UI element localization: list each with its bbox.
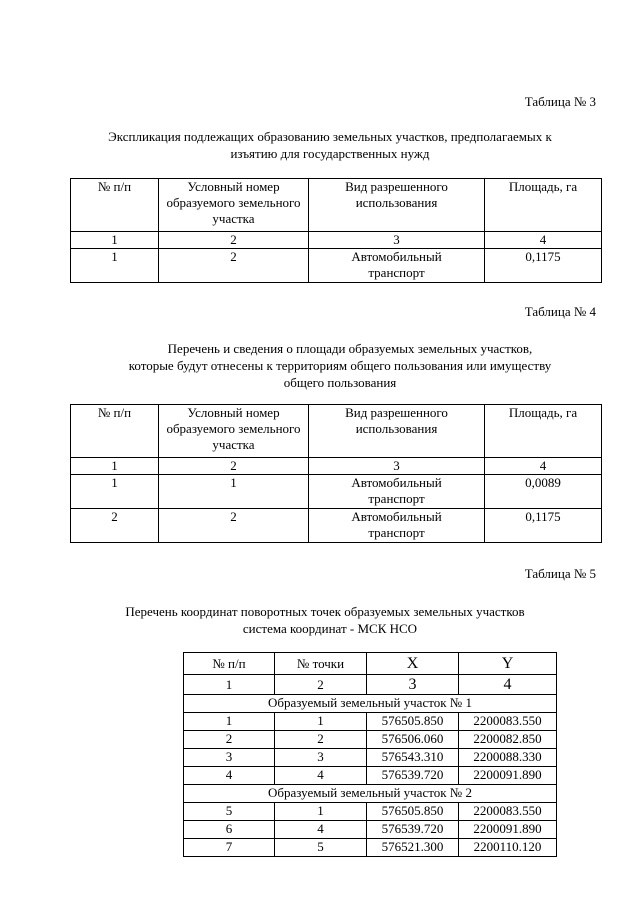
- table4-cell: 2: [71, 509, 159, 543]
- table5-label: Таблица № 5: [524, 566, 596, 581]
- table-row: [184, 821, 557, 839]
- table5-cell: 2200083.550: [459, 713, 557, 731]
- table5-cell: 2200110.120: [459, 839, 557, 857]
- table5-cell: 2200091.890: [459, 767, 557, 785]
- table5-cell: 2: [184, 731, 275, 749]
- table5-cell: 3: [184, 749, 275, 767]
- table3-numbering-cell: 4: [485, 232, 602, 249]
- table4-title: [60, 340, 620, 391]
- table5-title-line2: система координат - МСК НСО: [242, 621, 418, 636]
- table3-title: [40, 128, 620, 162]
- table5-cell: 2200088.330: [459, 749, 557, 767]
- table4-header-area: Площадь, га: [485, 405, 602, 458]
- table5-numbering-cell: 1: [184, 675, 275, 695]
- table4: [70, 404, 602, 543]
- table-row: [71, 475, 602, 509]
- table5-cell: 576505.850: [367, 713, 459, 731]
- table4-header-num: № п/п: [71, 405, 159, 458]
- table3-header-area: Площадь, га: [485, 179, 602, 232]
- table-row: [184, 839, 557, 857]
- table4-cell: 0,1175: [485, 509, 602, 543]
- table-row: [184, 767, 557, 785]
- table5-cell: 5: [275, 839, 367, 857]
- table5-numbering-cell: 4: [459, 675, 557, 695]
- table4-cell: 0,0089: [485, 475, 602, 509]
- table5-header-num: № п/п: [184, 653, 275, 675]
- table4-cell: 1: [159, 475, 309, 509]
- table3-cell: Автомобильный транспорт: [309, 249, 485, 283]
- table5-cell: 2200082.850: [459, 731, 557, 749]
- table5-cell: 4: [275, 767, 367, 785]
- table4-title-line1: Перечень и сведения о площади образуемых земельных участков,: [167, 341, 533, 356]
- table5-cell: 6: [184, 821, 275, 839]
- table4-cell: Автомобильный транспорт: [309, 475, 485, 509]
- table5-cell: 1: [275, 713, 367, 731]
- table3-title-line1: Экспликация подлежащих образованию земельных участков, предполагаемых к: [108, 129, 552, 144]
- table5-title-line1: Перечень координат поворотных точек образуемых земельных участков: [125, 604, 525, 619]
- table5-cell: 576539.720: [367, 821, 459, 839]
- table3-header-use: Вид разрешенного использования: [309, 179, 485, 232]
- table5-cell: 1: [184, 713, 275, 731]
- table5-cell: 7: [184, 839, 275, 857]
- table5-cell: 5: [184, 803, 275, 821]
- table-row: [184, 713, 557, 731]
- table3-title-line2: изъятию для государственных нужд: [230, 146, 430, 161]
- table4-numbering-cell: 3: [309, 458, 485, 475]
- table4-title-line3: общего пользования: [283, 375, 397, 390]
- table4-header-use: Вид разрешенного использования: [309, 405, 485, 458]
- table5-numbering-cell: 2: [275, 675, 367, 695]
- table4-cell: 1: [71, 475, 159, 509]
- table5-cell: 576505.850: [367, 803, 459, 821]
- table5-cell: 576543.310: [367, 749, 459, 767]
- table5-cell: 2200091.890: [459, 821, 557, 839]
- table4-numbering-cell: 4: [485, 458, 602, 475]
- table-row: [184, 749, 557, 767]
- table-row: [184, 731, 557, 749]
- table5-cell: 576506.060: [367, 731, 459, 749]
- table5: [183, 652, 557, 857]
- table4-title-line2: которые будут отнесены к территориям общего пользования или имуществу: [128, 358, 552, 373]
- table3-header-num: № п/п: [71, 179, 159, 232]
- table5-cell: 576539.720: [367, 767, 459, 785]
- table4-numbering-cell: 2: [159, 458, 309, 475]
- table3-header-cadastral: Условный номер образуемого земельного участка: [159, 179, 309, 232]
- table4-cell: 2: [159, 509, 309, 543]
- table5-header-point: № точки: [275, 653, 367, 675]
- table3-label: Таблица № 3: [524, 94, 596, 109]
- table5-cell: 3: [275, 749, 367, 767]
- table5-numbering-cell: 3: [367, 675, 459, 695]
- table5-cell: 4: [184, 767, 275, 785]
- table4-header-cadastral: Условный номер образуемого земельного участка: [159, 405, 309, 458]
- table3-numbering-cell: 3: [309, 232, 485, 249]
- table5-cell: 576521.300: [367, 839, 459, 857]
- table5-header-y: Y: [459, 653, 557, 675]
- table3-numbering-cell: 1: [71, 232, 159, 249]
- table5-cell: 2200083.550: [459, 803, 557, 821]
- table4-numbering-cell: 1: [71, 458, 159, 475]
- table-row: [184, 803, 557, 821]
- table5-cell: 1: [275, 803, 367, 821]
- table5-title: [40, 603, 620, 637]
- table5-group-title: Образуемый земельный участок № 1: [184, 695, 557, 713]
- table5-group-title: Образуемый земельный участок № 2: [184, 785, 557, 803]
- table3-cell: 1: [71, 249, 159, 283]
- table3: [70, 178, 602, 283]
- table3-numbering-cell: 2: [159, 232, 309, 249]
- table5-cell: 4: [275, 821, 367, 839]
- table3-cell: 2: [159, 249, 309, 283]
- table4-label: Таблица № 4: [524, 304, 596, 319]
- table5-cell: 2: [275, 731, 367, 749]
- table3-cell: 0,1175: [485, 249, 602, 283]
- table5-header-x: X: [367, 653, 459, 675]
- table-row: [71, 509, 602, 543]
- table4-cell: Автомобильный транспорт: [309, 509, 485, 543]
- table-row: [71, 249, 602, 283]
